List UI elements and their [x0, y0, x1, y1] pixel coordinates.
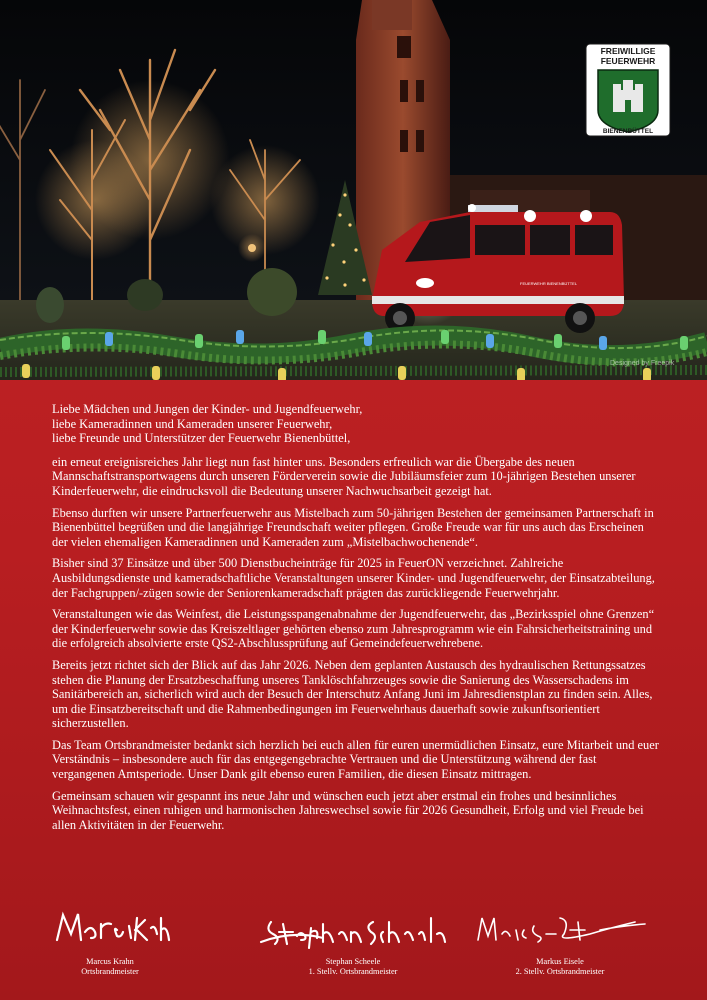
emblem-line2: FEUERWEHR	[600, 56, 656, 66]
signature-block	[0, 900, 707, 990]
light-bulb-icon	[398, 366, 406, 380]
light-bulb-icon	[599, 336, 607, 350]
handwritten-signature	[253, 900, 453, 955]
signer-role: 1. Stellv. Ortsbrandmeister	[308, 967, 398, 976]
paragraph: ein erneut ereignisreiches Jahr liegt nun fast hinter uns. Besonders erfreulich war die Übergabe des neuen Mannschaftstransportwagens durch unseren Förderverein sowie die Jubiläumsfeier zum 10-jährigen Bestehen unserer Kinderfeuerwehr, die eindrucksvoll die Bedeutung unserer Nachwuchsarbeit gezeigt hat.	[52, 454, 636, 498]
light-bulb-icon	[486, 334, 494, 348]
light-bulb-icon	[643, 368, 651, 380]
night-photo	[0, 0, 707, 380]
emblem-town: BIENENBÜTTEL	[602, 128, 654, 135]
castle-icon	[613, 80, 643, 112]
light-bulb-icon	[62, 336, 70, 350]
greeting-line: Liebe Mädchen und Jungen der Kinder- und Jugendfeuerwehr,	[52, 402, 363, 416]
fire-brigade-emblem	[586, 44, 670, 136]
signature-stephan-scheele	[243, 900, 463, 977]
signer-name: Stephan Scheele	[325, 957, 381, 966]
light-bulb-icon	[195, 334, 203, 348]
light-bulb-icon	[517, 368, 525, 380]
paragraph: Das Team Ortsbrandmeister bedankt sich herzlich bei euch allen für euren unermüdlichen Einsatz, eure Mitarbeit und euer Verständnis – insbesondere auch für das entgegengebrachte Vertrauen und die Unterstützung während der fast vergangenen Amtsperiode. Unser Dank gilt ebenso euren Familien, die diesen Einsatz mittragen.	[52, 737, 659, 782]
paragraph: Ebenso durften wir unsere Partnerfeuerwehr aus Mistelbach zum 50-jährigen Bestehen der gemeinsamen Partnerschaft in Bienenbüttel begrüßen und die langjährige Freundschaft weiter pflegen. Große Freude war für uns auch das Erscheinen der vielen ehemaligen Kameradinnen und Kameraden zum „Mistelbachwochenende“.	[52, 505, 654, 549]
handwritten-signature	[45, 900, 175, 955]
greeting-line: liebe Freunde und Unterstützer der Feuerwehr Bienenbüttel,	[52, 431, 351, 446]
paragraph: Bisher sind 37 Einsätze und über 500 Dienstbucheinträge für 2025 in FeuerON verzeichnet. Zahlreiche Ausbildungsdienste und kameradschaftliche Veranstaltungen unserer Kinder- und Jugendfeuerwehr, der Einsatzabteilung, der Fachgruppen/-zügen sowie der Seniorenkameradschaft prägten das zurückliegende Feuerwehrjahr.	[52, 556, 655, 600]
paragraph: Gemeinsam schauen wir gespannt ins neue Jahr und wünschen euch jetzt aber erstmal ein frohes und besinnliches Weihnachtsfest, einen ruhigen und harmonischen Jahreswechsel sowie für 2026 Gesundheit, Erfolg und viel Freude bei allen Aktivitäten in der Feuerwehr.	[52, 788, 644, 832]
signer-name: Marcus Krahn	[86, 957, 134, 966]
light-bulb-icon	[236, 330, 244, 344]
light-bulb-icon	[364, 332, 372, 346]
letter-body	[52, 402, 662, 839]
greeting	[52, 402, 662, 446]
paragraph: Veranstaltungen wie das Weinfest, die Leistungsspangenabnahme der Jugendfeuerwehr, das „Bezirksspiel ohne Grenzen“ der Kinderfeuerwehr sowie das Kreiszeltlager gehörten ebenso zum Jahresprogramm wie ein Fahrsicherheitstraining und die erfolgreich absolvierte erste QS2-Abschlussprüfung auf Gemeindefeuerwehrebene.	[52, 607, 655, 651]
signature-marcus-krahn	[0, 900, 220, 977]
light-bulb-icon	[152, 366, 160, 380]
handwritten-signature	[460, 900, 660, 955]
signer-name: Markus Eisele	[536, 957, 584, 966]
greeting-line: liebe Kameradinnen und Kameraden unserer Feuerwehr,	[52, 416, 333, 431]
truck-door-text: FEUERWEHR BIENENBÜTTEL	[520, 281, 578, 286]
light-bulb-icon	[554, 334, 562, 348]
signature-markus-eisele	[450, 900, 670, 977]
light-bulb-icon	[22, 364, 30, 378]
light-bulb-icon	[105, 332, 113, 346]
light-bulb-icon	[441, 330, 449, 344]
light-bulb-icon	[680, 336, 688, 350]
signer-role: 2. Stellv. Ortsbrandmeister	[515, 967, 605, 976]
light-bulb-icon	[318, 330, 326, 344]
paragraph: Bereits jetzt richtet sich der Blick auf das Jahr 2026. Neben dem geplanten Austausch des hydraulischen Rettungssatzes stehen die Planung der Ersatzbeschaffung unseres Tanklöschfahrzeuges sowie die Sanierung des Wasserschadens im Sanitärbereich an, sicherlich wird auch der Besuch der Interschutz Anfang Juni im Jahresdienstplan zu finden sein. Alles, um die Einsatzbereitschaft und die Rahmenbedingungen im Feuerwehrhaus dauerhaft sowie zukunftsorientiert sicherzustellen.	[52, 657, 653, 731]
signer-role: Ortsbrandmeister	[81, 967, 139, 976]
light-bulb-icon	[278, 368, 286, 380]
emblem-line1: FREIWILLIGE	[600, 46, 656, 56]
photo-credit: Designed by Freepik	[610, 360, 675, 367]
